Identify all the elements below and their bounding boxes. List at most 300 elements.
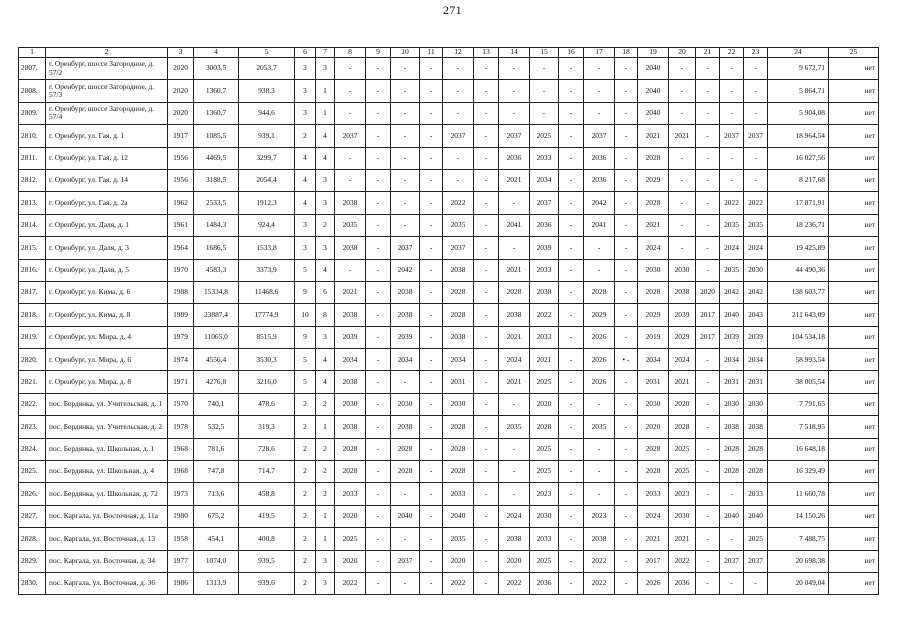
table-cell: - xyxy=(559,505,584,527)
table-cell: - xyxy=(420,102,443,124)
table-cell: 2040 xyxy=(638,102,669,124)
table-cell: - xyxy=(669,80,696,102)
table-row xyxy=(19,125,879,147)
table-cell: 2035 xyxy=(443,214,474,236)
table-cell: - xyxy=(615,259,638,281)
table-cell: 10 xyxy=(295,304,316,326)
table-cell: 2026 xyxy=(584,326,615,348)
table-cell: 1360,7 xyxy=(194,102,239,124)
table-cell: 2036 xyxy=(669,572,696,594)
table-cell: - xyxy=(559,147,584,169)
table-cell: - xyxy=(615,281,638,303)
table-cell: - xyxy=(584,259,615,281)
table-cell: 2023 xyxy=(669,483,696,505)
table-cell: 2038 xyxy=(584,528,615,550)
table-row xyxy=(19,438,879,460)
column-header-22: 22 xyxy=(720,48,744,58)
row-number-cell: 2816. xyxy=(19,259,46,281)
table-cell: 939,5 xyxy=(239,550,295,572)
table-cell: - xyxy=(696,483,720,505)
status-cell: нет xyxy=(829,371,879,393)
table-row xyxy=(19,505,879,527)
table-cell: 454,1 xyxy=(194,528,239,550)
table-cell: 924,4 xyxy=(239,214,295,236)
table-cell: 2023 xyxy=(584,505,615,527)
table-cell: 2038 xyxy=(335,304,366,326)
address-cell: пос. Бердянка, ул. Учительская, д. 1 xyxy=(46,393,168,415)
table-cell: 2038 xyxy=(335,416,366,438)
table-cell: 8 xyxy=(316,304,335,326)
table-cell: 2024 xyxy=(744,237,768,259)
table-cell: 781,6 xyxy=(194,438,239,460)
table-cell: 2034 xyxy=(391,349,420,371)
table-cell: 2 xyxy=(295,416,316,438)
table-cell: - xyxy=(474,237,499,259)
table-cell: - xyxy=(420,461,443,483)
table-cell: 2025 xyxy=(744,528,768,550)
table-cell: - xyxy=(696,528,720,550)
table-cell: 11468,6 xyxy=(239,281,295,303)
table-cell: - xyxy=(474,416,499,438)
table-cell: 6 xyxy=(316,281,335,303)
table-cell: - xyxy=(420,259,443,281)
table-cell: - xyxy=(696,550,720,572)
table-cell: - xyxy=(669,147,696,169)
table-cell: 2037 xyxy=(720,550,744,572)
table-cell: - xyxy=(559,326,584,348)
table-cell: 2030 xyxy=(391,393,420,415)
table-cell: - xyxy=(420,349,443,371)
row-number-cell: 2812. xyxy=(19,169,46,191)
table-cell: 2028 xyxy=(744,438,768,460)
address-cell: г. Оренбург, шоссе Загородное, д. 57/3 xyxy=(46,80,168,102)
table-cell: - xyxy=(615,237,638,259)
status-cell: нет xyxy=(829,102,879,124)
table-cell: - xyxy=(696,438,720,460)
table-cell: - xyxy=(696,147,720,169)
table-cell: - xyxy=(559,349,584,371)
table-cell: - xyxy=(530,80,559,102)
table-cell: 2028 xyxy=(443,281,474,303)
table-cell: - xyxy=(584,80,615,102)
table-cell: 319,3 xyxy=(239,416,295,438)
table-cell: - xyxy=(559,304,584,326)
status-cell: нет xyxy=(829,237,879,259)
table-cell: - xyxy=(696,192,720,214)
table-cell: - xyxy=(615,192,638,214)
table-cell: 2040 xyxy=(638,80,669,102)
address-cell: пос. Бердянка, ул. Учительская, д. 2 xyxy=(46,416,168,438)
table-cell: 2042 xyxy=(584,192,615,214)
table-cell: 2039 xyxy=(530,237,559,259)
table-cell: - xyxy=(696,505,720,527)
cost-cell: 11 660,78 xyxy=(768,483,829,505)
table-cell: 2054,4 xyxy=(239,169,295,191)
table-cell: 1912,3 xyxy=(239,192,295,214)
table-cell: 2031 xyxy=(443,371,474,393)
cost-cell: 44 490,36 xyxy=(768,259,829,281)
table-cell: 1085,5 xyxy=(194,125,239,147)
table-cell: 2037 xyxy=(720,125,744,147)
row-number-cell: 2829. xyxy=(19,550,46,572)
table-cell: 478,6 xyxy=(239,393,295,415)
column-header-17: 17 xyxy=(584,48,615,58)
cost-cell: 5 864,71 xyxy=(768,80,829,102)
address-cell: г. Оренбург, ул. Гая, д. 12 xyxy=(46,147,168,169)
table-cell: 2 xyxy=(295,550,316,572)
row-number-cell: 2830. xyxy=(19,572,46,594)
table-cell: - xyxy=(696,461,720,483)
table-cell: - xyxy=(559,125,584,147)
table-cell: 2017 xyxy=(696,326,720,348)
table-cell: - xyxy=(366,192,391,214)
row-number-cell: 2819. xyxy=(19,326,46,348)
row-number-cell: 2813. xyxy=(19,192,46,214)
table-cell: - xyxy=(366,550,391,572)
table-cell: 2040 xyxy=(720,304,744,326)
table-cell: - xyxy=(720,58,744,80)
status-cell: нет xyxy=(829,416,879,438)
table-cell: - xyxy=(615,147,638,169)
table-cell: - xyxy=(669,192,696,214)
table-cell: - xyxy=(420,304,443,326)
address-cell: г. Оренбург, ул. Кима, д. 6 xyxy=(46,281,168,303)
table-cell: 2039 xyxy=(335,326,366,348)
table-cell: 2028 xyxy=(638,147,669,169)
address-cell: г. Оренбург, ул. Гая, д. 2а xyxy=(46,192,168,214)
table-cell: - xyxy=(559,572,584,594)
column-header-23: 23 xyxy=(744,48,768,58)
column-header-13: 13 xyxy=(474,48,499,58)
table-cell: 2028 xyxy=(530,416,559,438)
table-cell: - xyxy=(499,192,530,214)
table-cell: 1968 xyxy=(168,438,194,460)
table-cell: - xyxy=(499,438,530,460)
table-cell: 2024 xyxy=(638,237,669,259)
table-cell: 2026 xyxy=(584,371,615,393)
table-cell: 2030 xyxy=(744,259,768,281)
table-cell: 2020 xyxy=(335,505,366,527)
table-cell: - xyxy=(420,550,443,572)
table-cell: - xyxy=(474,214,499,236)
table-cell: 2020 xyxy=(638,416,669,438)
table-cell: - xyxy=(366,371,391,393)
table-cell: 8515,9 xyxy=(239,326,295,348)
table-cell: - xyxy=(696,371,720,393)
table-cell: 2021 xyxy=(638,214,669,236)
table-cell: 2035 xyxy=(335,214,366,236)
table-cell: 2034 xyxy=(335,349,366,371)
table-cell: 2028 xyxy=(638,438,669,460)
status-cell: нет xyxy=(829,192,879,214)
table-body xyxy=(19,58,879,595)
table-cell: 2035 xyxy=(584,416,615,438)
table-cell: 2023 xyxy=(530,483,559,505)
table-cell: - xyxy=(366,125,391,147)
table-cell: 2029 xyxy=(638,304,669,326)
table-cell: - xyxy=(559,528,584,550)
table-cell: 2028 xyxy=(335,461,366,483)
cost-cell: 18 236,71 xyxy=(768,214,829,236)
table-cell: - xyxy=(391,572,420,594)
table-cell: - xyxy=(584,393,615,415)
table-cell: 2533,5 xyxy=(194,192,239,214)
table-cell: 2 xyxy=(295,505,316,527)
table-row xyxy=(19,214,879,236)
column-number-row xyxy=(19,48,879,58)
table-cell: - xyxy=(366,214,391,236)
status-cell: нет xyxy=(829,528,879,550)
status-cell: нет xyxy=(829,58,879,80)
table-cell: 1970 xyxy=(168,393,194,415)
table-cell: 2038 xyxy=(530,281,559,303)
address-cell: г. Оренбург, ул. Кима, д. 8 xyxy=(46,304,168,326)
table-cell: 2021 xyxy=(499,371,530,393)
table-cell: - xyxy=(499,80,530,102)
status-cell: нет xyxy=(829,80,879,102)
table-cell: 2 xyxy=(295,125,316,147)
table-cell: - xyxy=(391,483,420,505)
table-cell: 2022 xyxy=(499,572,530,594)
table-cell: 1970 xyxy=(168,259,194,281)
table-cell: 3 xyxy=(295,214,316,236)
table-cell: 1964 xyxy=(168,237,194,259)
table-cell: 2030 xyxy=(638,393,669,415)
table-cell: - xyxy=(420,80,443,102)
table-row xyxy=(19,483,879,505)
table-cell: 2022 xyxy=(443,192,474,214)
table-cell: 2035 xyxy=(443,528,474,550)
table-cell: 944,6 xyxy=(239,102,295,124)
table-cell: - xyxy=(366,528,391,550)
table-cell: 2029 xyxy=(669,326,696,348)
column-header-12: 12 xyxy=(443,48,474,58)
column-header-1: 1 xyxy=(19,48,46,58)
table-row xyxy=(19,281,879,303)
table-cell: 2038 xyxy=(744,416,768,438)
table-cell: 2022 xyxy=(720,192,744,214)
table-cell: 2031 xyxy=(720,371,744,393)
table-row xyxy=(19,169,879,191)
table-cell: - xyxy=(366,483,391,505)
table-cell: 2029 xyxy=(584,304,615,326)
table-cell: - xyxy=(420,169,443,191)
column-header-7: 7 xyxy=(316,48,335,58)
table-cell: 2038 xyxy=(443,259,474,281)
table-cell: - xyxy=(615,461,638,483)
table-cell: - xyxy=(391,169,420,191)
status-cell: нет xyxy=(829,483,879,505)
table-cell: - xyxy=(499,483,530,505)
table-cell: 2038 xyxy=(335,237,366,259)
status-cell: нет xyxy=(829,438,879,460)
table-cell: - xyxy=(696,214,720,236)
table-cell: 2 xyxy=(316,393,335,415)
table-cell: 2035 xyxy=(499,416,530,438)
table-cell: 3 xyxy=(295,237,316,259)
address-cell: г. Оренбург, ул. Гая, д. 1 xyxy=(46,125,168,147)
cost-cell: 7 488,75 xyxy=(768,528,829,550)
address-cell: г. Оренбург, ул. Мира, д. 6 xyxy=(46,349,168,371)
table-cell: - xyxy=(474,192,499,214)
table-cell: - xyxy=(335,80,366,102)
address-cell: пос. Каргала, ул. Восточная, д. 34 xyxy=(46,550,168,572)
table-cell: 2025 xyxy=(669,461,696,483)
status-cell: нет xyxy=(829,304,879,326)
table-cell: 4 xyxy=(316,259,335,281)
table-cell: - xyxy=(499,58,530,80)
table-cell: 2028 xyxy=(443,438,474,460)
table-cell: - xyxy=(420,214,443,236)
table-cell: - xyxy=(474,58,499,80)
column-header-8: 8 xyxy=(335,48,366,58)
table-cell: - xyxy=(669,214,696,236)
cost-cell: 16 329,49 xyxy=(768,461,829,483)
table-cell: 17774,9 xyxy=(239,304,295,326)
table-cell: - xyxy=(420,438,443,460)
table-cell: - xyxy=(744,147,768,169)
table-cell: - xyxy=(420,416,443,438)
table-cell: 740,1 xyxy=(194,393,239,415)
table-cell: 2043 xyxy=(744,304,768,326)
table-cell: - xyxy=(559,461,584,483)
table-cell: 3 xyxy=(316,192,335,214)
table-cell: - xyxy=(474,349,499,371)
table-cell: - xyxy=(499,461,530,483)
table-cell: 2025 xyxy=(530,371,559,393)
table-cell: 2020 xyxy=(696,281,720,303)
table-row xyxy=(19,326,879,348)
table-cell: - xyxy=(366,393,391,415)
table-cell: - xyxy=(366,461,391,483)
table-cell: 2028 xyxy=(391,461,420,483)
table-cell: - xyxy=(366,304,391,326)
table-cell: - xyxy=(559,102,584,124)
row-number-cell: 2817. xyxy=(19,281,46,303)
table-cell: 15334,8 xyxy=(194,281,239,303)
table-cell: 3216,0 xyxy=(239,371,295,393)
table-cell: 2040 xyxy=(638,58,669,80)
table-cell: 2028 xyxy=(720,461,744,483)
table-row xyxy=(19,237,879,259)
table-cell: 3 xyxy=(295,58,316,80)
table-cell: - xyxy=(559,80,584,102)
cost-cell: 5 904,08 xyxy=(768,102,829,124)
status-cell: нет xyxy=(829,572,879,594)
table-cell: 1971 xyxy=(168,371,194,393)
table-cell: 2021 xyxy=(669,371,696,393)
table-cell: 2020 xyxy=(168,102,194,124)
table-cell: - xyxy=(615,304,638,326)
table-cell: - xyxy=(474,281,499,303)
table-cell: - xyxy=(615,550,638,572)
table-cell: - xyxy=(474,483,499,505)
table-row xyxy=(19,349,879,371)
table-cell: - xyxy=(696,80,720,102)
address-cell: пос. Бердянка, ул. Школьная, д. 1 xyxy=(46,438,168,460)
table-cell: 2017 xyxy=(696,304,720,326)
table-cell: - xyxy=(420,326,443,348)
table-cell: 1978 xyxy=(168,416,194,438)
table-cell: 2 xyxy=(295,528,316,550)
cost-cell: 20 698,38 xyxy=(768,550,829,572)
table-cell: 2 xyxy=(295,438,316,460)
table-cell: 1977 xyxy=(168,550,194,572)
address-cell: г. Оренбург, ул. Даля, д. 5 xyxy=(46,259,168,281)
table-cell: 3 xyxy=(295,102,316,124)
table-cell: 2028 xyxy=(443,304,474,326)
cost-cell: 7 518,95 xyxy=(768,416,829,438)
table-row xyxy=(19,192,879,214)
address-cell: пос. Бердянка, ул. Школьная, д. 72 xyxy=(46,483,168,505)
table-cell: - xyxy=(669,237,696,259)
table-cell: - xyxy=(615,528,638,550)
table-cell: 2025 xyxy=(530,438,559,460)
table-cell: - xyxy=(499,102,530,124)
table-cell: 2038 xyxy=(391,281,420,303)
row-number-cell: 2807. xyxy=(19,58,46,80)
cost-cell: 16 027,56 xyxy=(768,147,829,169)
address-cell: г. Оренбург, ул. Мира, д. 4 xyxy=(46,326,168,348)
table-cell: - xyxy=(420,483,443,505)
table-cell: 2033 xyxy=(530,326,559,348)
table-cell: - xyxy=(720,169,744,191)
row-number-cell: 2827. xyxy=(19,505,46,527)
cost-cell: 138 603,77 xyxy=(768,281,829,303)
table-cell: - xyxy=(584,237,615,259)
table-cell: 2 xyxy=(316,214,335,236)
table-cell: - xyxy=(420,147,443,169)
table-cell: 3 xyxy=(316,326,335,348)
table-cell: 2037 xyxy=(391,237,420,259)
table-cell: - xyxy=(584,438,615,460)
table-cell: 2 xyxy=(295,572,316,594)
table-cell: - xyxy=(391,528,420,550)
table-cell: - xyxy=(474,169,499,191)
table-cell: - xyxy=(615,169,638,191)
table-cell: - xyxy=(559,237,584,259)
table-cell: 2025 xyxy=(669,438,696,460)
table-cell: - xyxy=(391,80,420,102)
table-cell: 2022 xyxy=(335,572,366,594)
table-cell: - xyxy=(744,80,768,102)
column-header-5: 5 xyxy=(239,48,295,58)
table-cell: - xyxy=(420,58,443,80)
table-cell: 1974 xyxy=(168,349,194,371)
table-cell: - xyxy=(474,438,499,460)
status-cell: нет xyxy=(829,349,879,371)
table-cell: - xyxy=(669,102,696,124)
table-cell: 3003,5 xyxy=(194,58,239,80)
table-cell: - xyxy=(696,169,720,191)
table-row xyxy=(19,102,879,124)
table-cell: - xyxy=(366,102,391,124)
table-cell: - xyxy=(559,58,584,80)
table-cell: - xyxy=(366,58,391,80)
table-cell: - xyxy=(391,102,420,124)
table-cell: 2030 xyxy=(335,393,366,415)
table-cell: - xyxy=(615,438,638,460)
table-row xyxy=(19,393,879,415)
table-cell: - xyxy=(615,326,638,348)
table-cell: - xyxy=(696,349,720,371)
table-cell: 11065,0 xyxy=(194,326,239,348)
address-cell: г. Оренбург, ул. Мира, д. 8 xyxy=(46,371,168,393)
table-cell: 2021 xyxy=(499,169,530,191)
table-cell: 2028 xyxy=(391,438,420,460)
table-cell: 2 xyxy=(295,483,316,505)
table-cell: 3530,3 xyxy=(239,349,295,371)
